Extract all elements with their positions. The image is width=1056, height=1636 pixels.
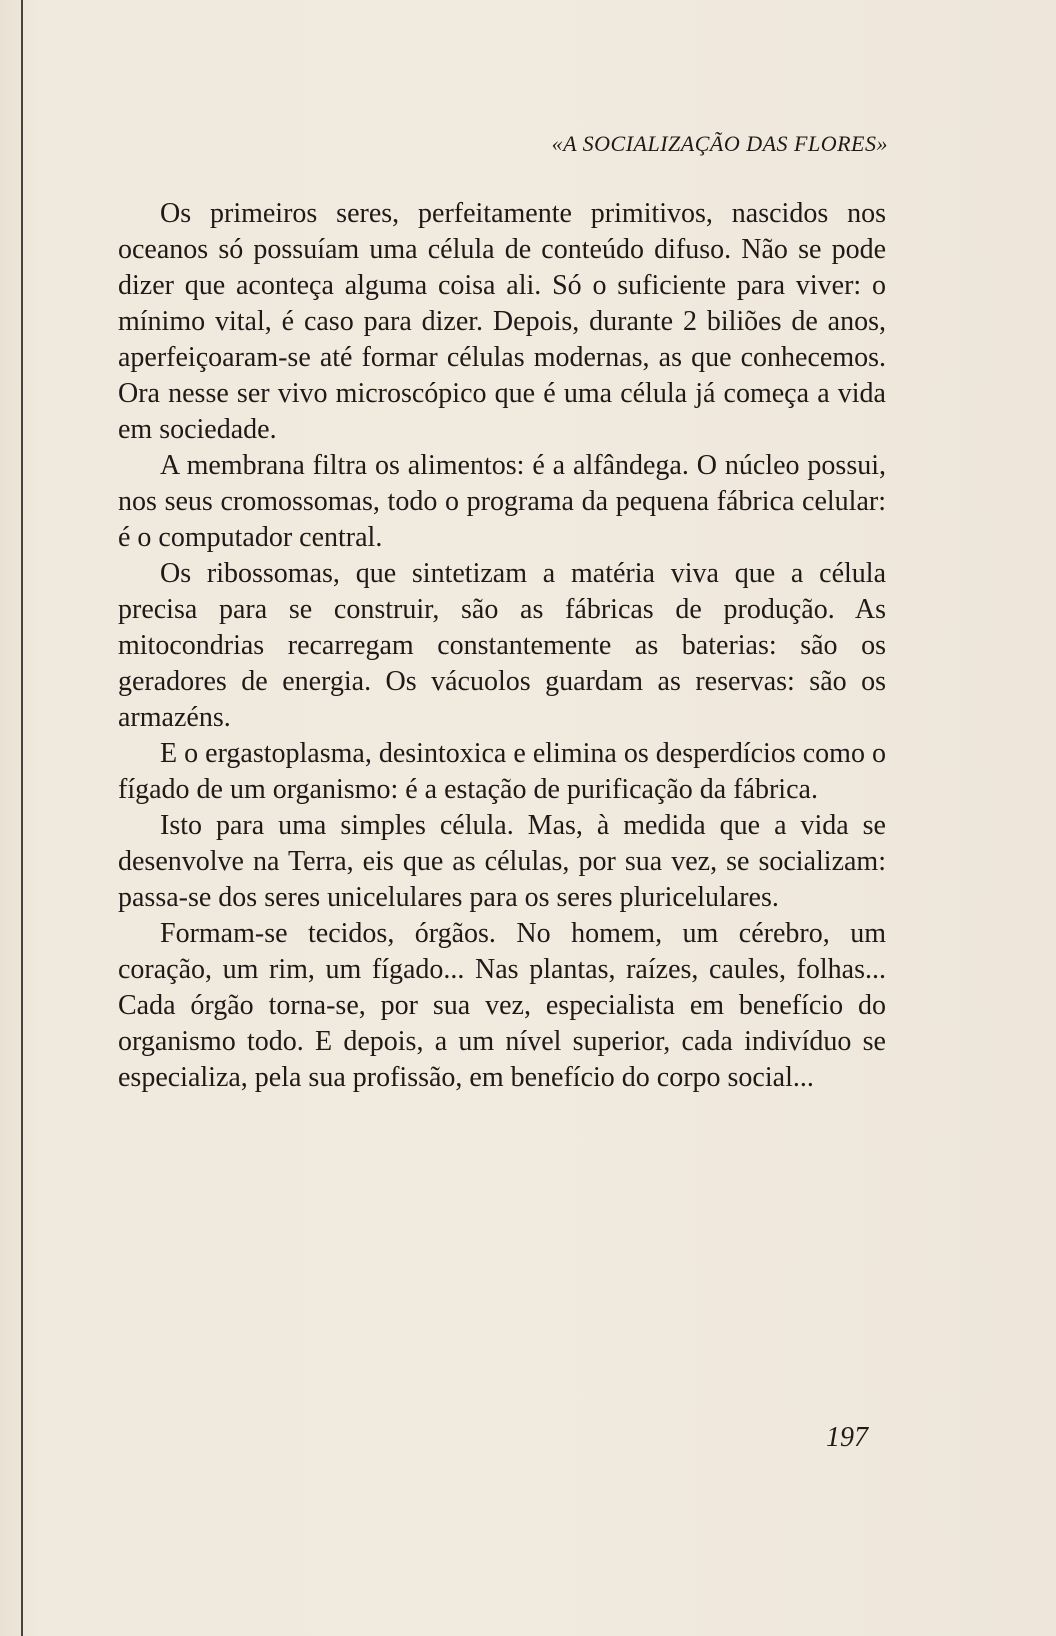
binding-edge-line (21, 0, 23, 1636)
paragraph: Os primeiros seres, perfeitamente primitivos, nascidos nos oceanos só possuíam uma célula de conteúdo difuso. Não se pode dizer que aconteça alguma coisa ali. Só o suficiente para viver: o mínimo vital, é caso para dizer. Depois, durante 2 biliões de anos, aperfeiçoaram-se até formar células modernas, as que conhecemos. Ora nesse ser vivo microscópico que é uma célula já começa a vida em sociedade. (118, 198, 886, 445)
body-text (118, 196, 886, 1096)
paragraph: Formam-se tecidos, órgãos. No homem, um cérebro, um coração, um rim, um fígado... Nas plantas, raízes, caules, folhas... Cada órgão torna-se, por sua vez, especialista em benefício do organismo todo. E depois, a um nível superior, cada indivíduo se especializa, pela sua profissão, em benefício do corpo social... (118, 918, 886, 1093)
paragraph: E o ergastoplasma, desintoxica e elimina os desperdícios como o fígado de um organismo: é a estação de purificação da fábrica. (118, 738, 886, 805)
paragraph: A membrana filtra os alimentos: é a alfândega. O núcleo possui, nos seus cromossomas, todo o programa da pequena fábrica celular: é o computador central. (118, 450, 886, 553)
paragraph: Os ribossomas, que sintetizam a matéria viva que a célula precisa para se construir, são as fábricas de produção. As mitocondrias recarregam constantemente as baterias: são os geradores de energia. Os vácuolos guardam as reservas: são os armazéns. (118, 558, 886, 733)
paragraph: Isto para uma simples célula. Mas, à medida que a vida se desenvolve na Terra, eis que as células, por sua vez, se socializam: passa-se dos seres unicelulares para os seres pluricelulares. (118, 810, 886, 913)
running-header: «A SOCIALIZAÇÃO DAS FLORES» (551, 131, 888, 156)
page-number: 197 (826, 1422, 868, 1453)
